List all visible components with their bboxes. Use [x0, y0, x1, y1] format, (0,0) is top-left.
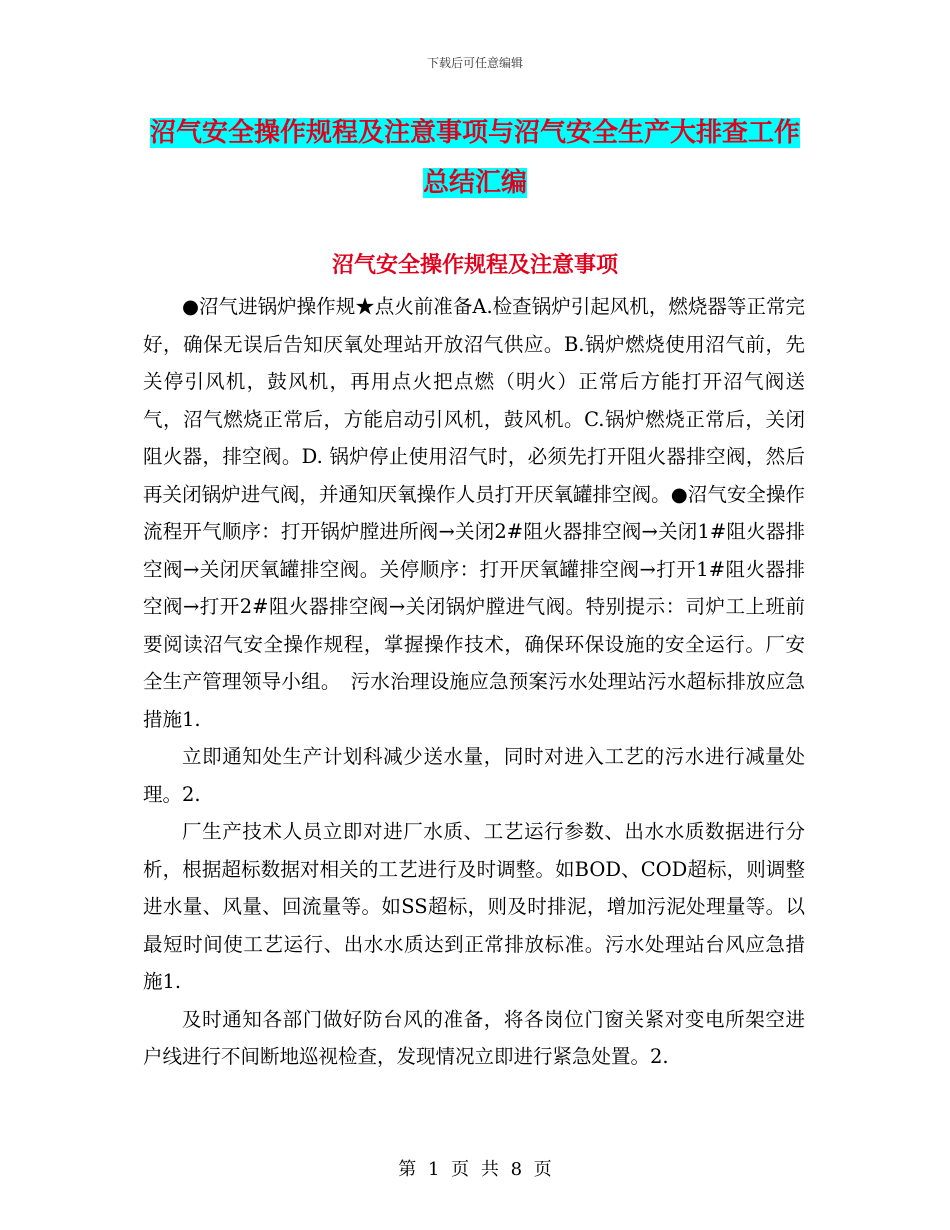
page-header-note: 下载后可任意编辑 — [426, 56, 523, 70]
paragraph: 厂生产技术人员立即对进厂水质、工艺运行参数、出水水质数据进行分析，根据超标数据对相关的工艺进行及时调整。如BOD、COD超标，则调整进水量、风量、回流量等。如SS超标，则及时排泥，增加污泥处理量等。以最短时间使工艺运行、出水水质达到正常排放标准。污水处理站台风应急措施1. — [143, 820, 805, 993]
page-number-footer: 第 1 页 共 8 页 — [398, 1159, 552, 1180]
paragraph: 及时通知各部门做好防台风的准备，将各岗位门窗关紧对变电所架空进户线进行不间断地巡视检查，发现情况立即进行紧急处置。2. — [143, 1007, 805, 1068]
document-title — [140, 108, 810, 208]
section-title: 沼气安全操作规程及注意事项 — [331, 252, 618, 278]
document-title-text: 沼气安全操作规程及注意事项与沼气安全生产大排查工作总结汇编 — [149, 118, 800, 198]
paragraph: ●沼气进锅炉操作规★点火前准备A.检查锅炉引起风机，燃烧器等正常完好，确保无误后告知厌氧处理站开放沼气供应。B.锅炉燃烧使用沼气前，先关停引风机，鼓风机，再用点火把点燃（明火）正常后方能打开沼气阀送气，沼气燃烧正常后，方能启动引风机，鼓风机。C.锅炉燃烧正常后，关闭阻火器，排空阀。D. 锅炉停止使用沼气时，必须先打开阻火器排空阀，然后再关闭锅炉进气阀，并通知厌氧操作人员打开厌氧罐排空阀。●沼气安全操作流程开气顺序：打开锅炉膛进所阀→关闭2#阻火器排空阀→关闭1#阻火器排空阀→关闭厌氧罐排空阀。关停顺序：打开厌氧罐排空阀→打开1#阻火器排空阀→打开2#阻火器排空阀→关闭锅炉膛进气阀。特别提示：司炉工上班前要阅读沼气安全操作规程，掌握操作技术，确保环保设施的安全运行。厂安全生产管理领导小组。 污水治理设施应急预案污水处理站污水超标排放应急措施1. — [143, 295, 805, 731]
document-body — [143, 288, 805, 1076]
paragraph: 立即通知处生产计划科减少送水量，同时对进入工艺的污水进行减量处理。2. — [143, 745, 805, 806]
